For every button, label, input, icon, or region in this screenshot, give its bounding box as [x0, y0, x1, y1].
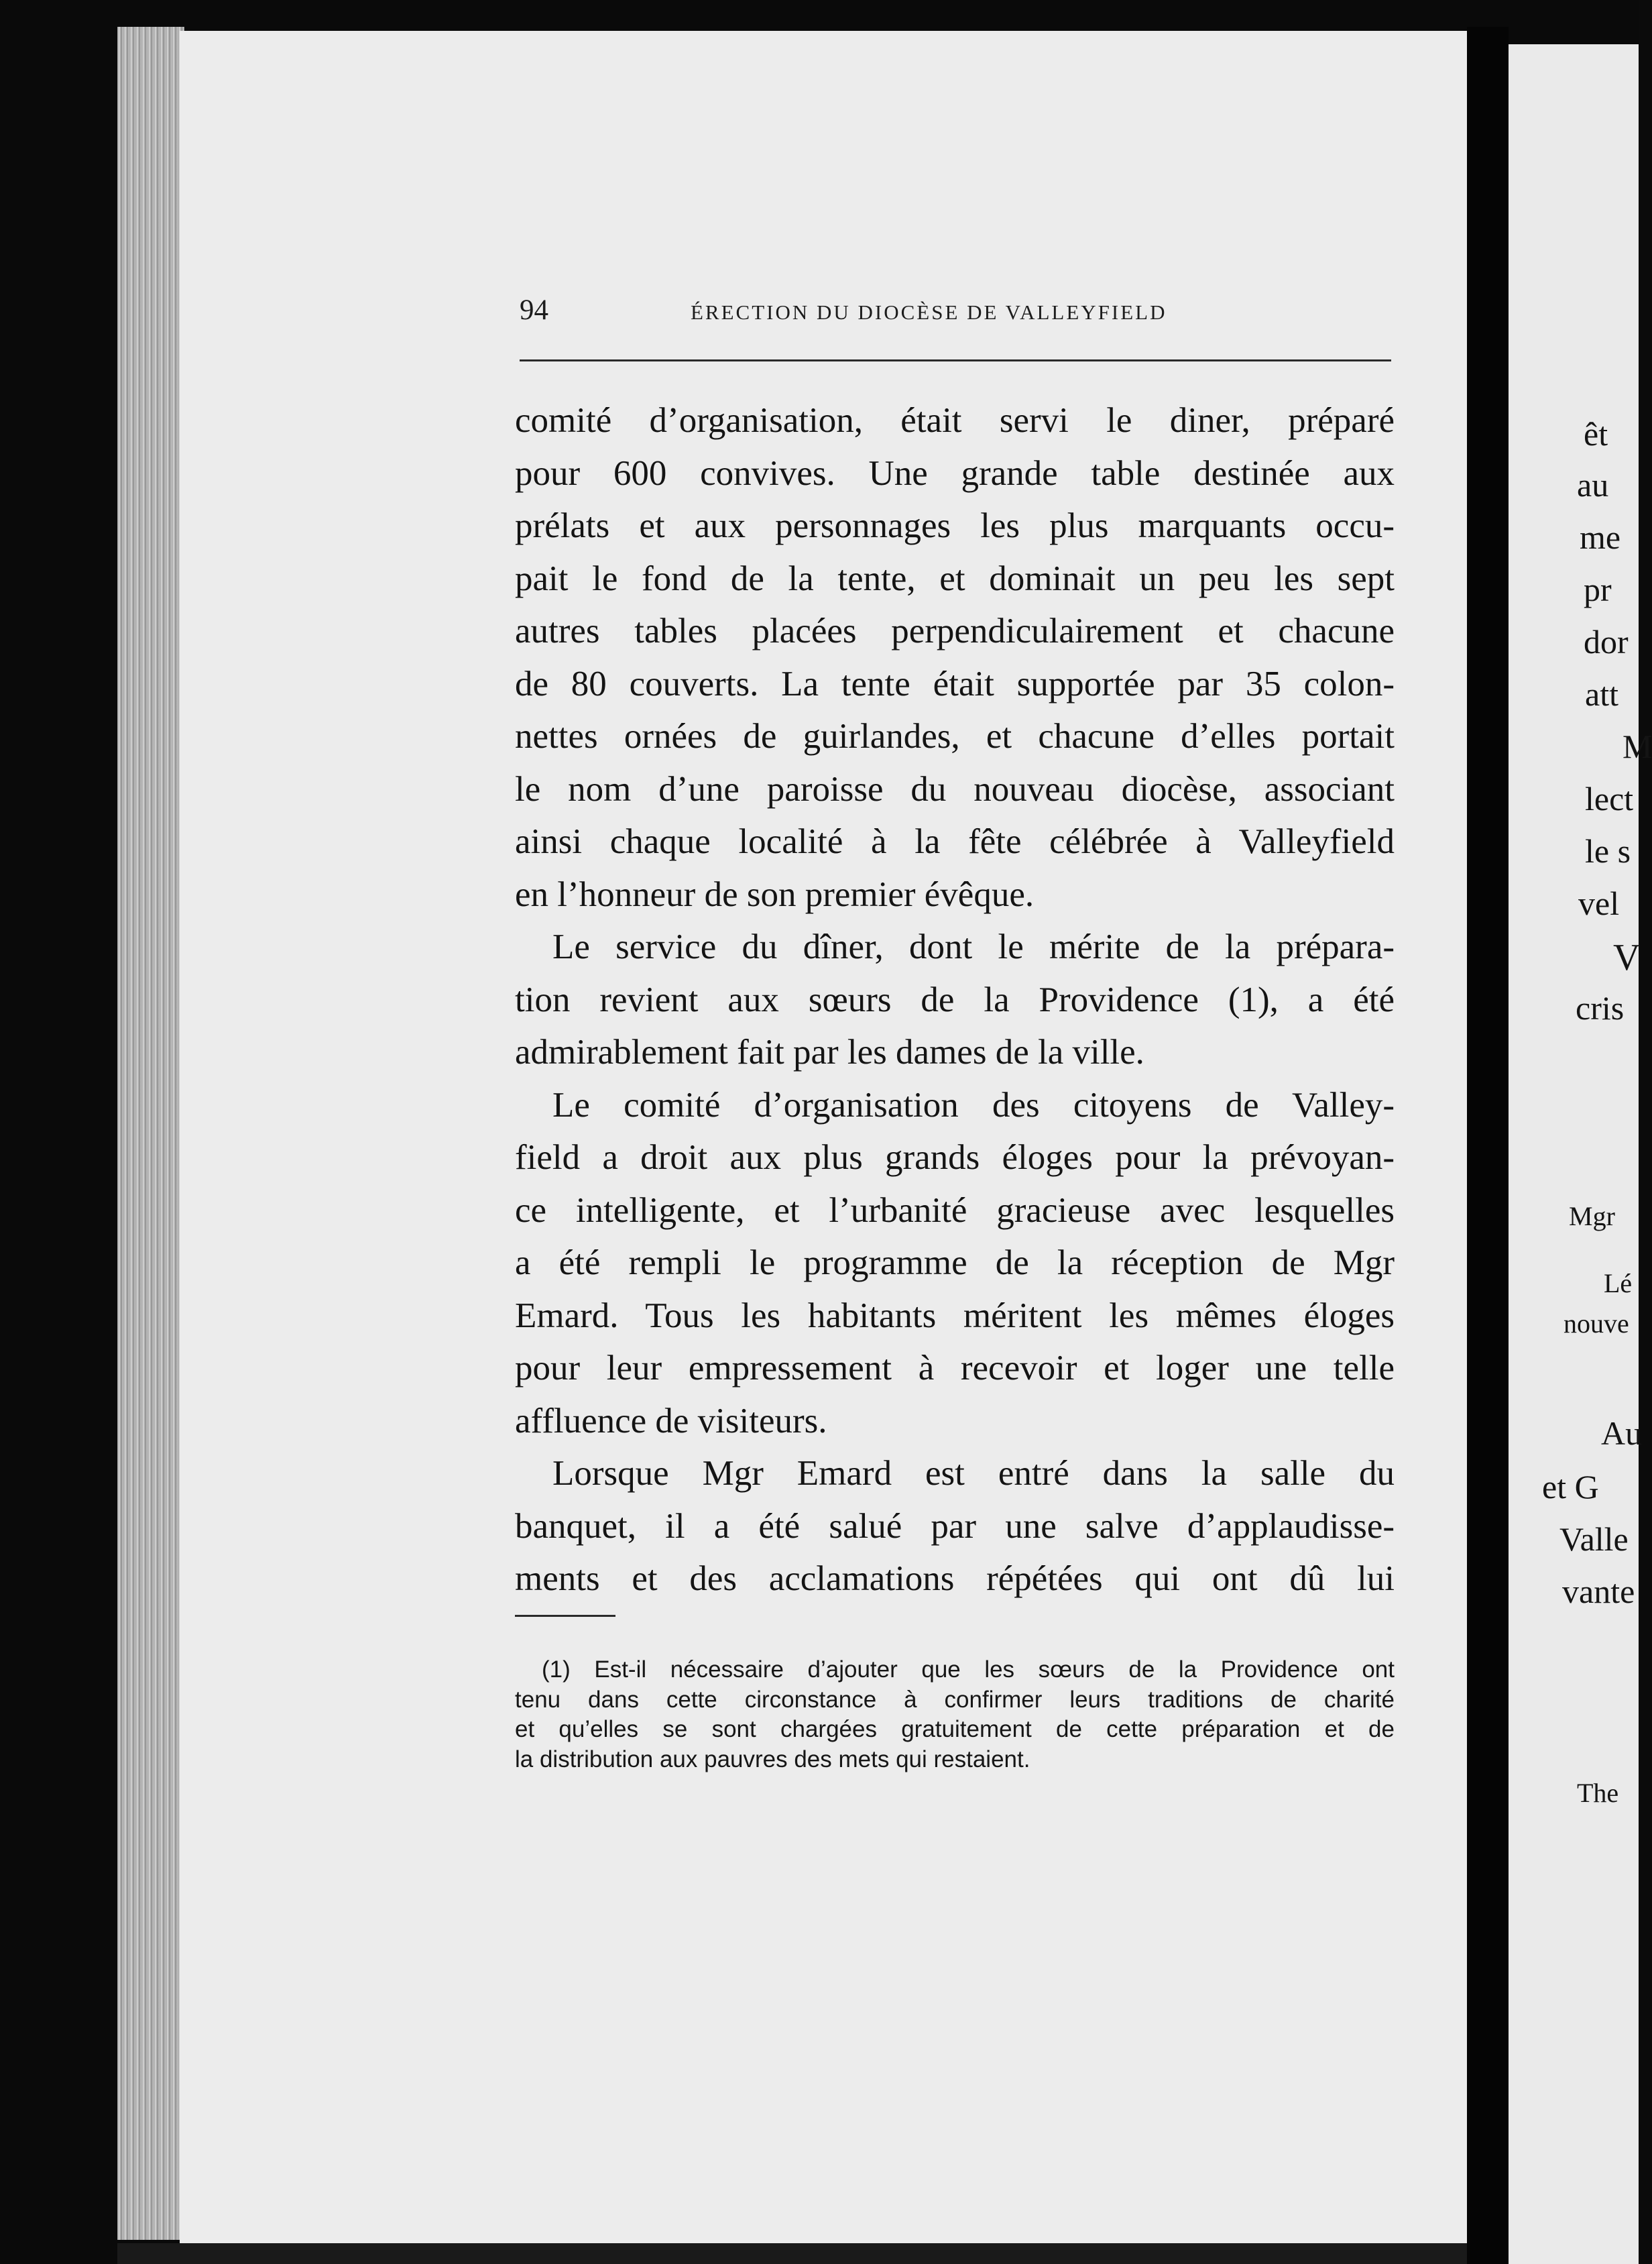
body-line: autres tables placées perpendiculairement et chacune	[515, 612, 1395, 650]
right-page-fragment: le s	[1585, 832, 1631, 870]
right-page-fragment: Au	[1601, 1414, 1643, 1452]
scan-bottom-edge	[117, 2243, 1467, 2264]
right-page-fragment: me	[1580, 518, 1621, 556]
right-page-fragment: vel	[1578, 885, 1620, 922]
body-line: Le comité d’organisation des citoyens de Valley-	[552, 1085, 1395, 1125]
footnote-line: (1) Est-il nécessaire d’ajouter que les sœurs de la Providence ont	[542, 1656, 1395, 1683]
body-line: affluence de visiteurs.	[515, 1401, 827, 1440]
footnote-line: la distribution aux pauvres des mets qui restaient.	[515, 1746, 1030, 1772]
right-page-fragment: lect	[1585, 780, 1634, 817]
right-page-fragment: pr	[1584, 571, 1612, 608]
right-page-fragment: Mgr	[1569, 1201, 1615, 1231]
body-line: Le service du dîner, dont le mérite de la prépara-	[552, 927, 1395, 966]
body-line: le nom d’une paroisse du nouveau diocèse, associant	[515, 769, 1395, 809]
right-page-fragment: au	[1577, 466, 1609, 504]
body-line: nettes ornées de guirlandes, et chacune d’elles portait	[515, 717, 1395, 756]
book-gutter	[1467, 27, 1509, 2264]
right-page	[1509, 44, 1639, 2264]
page-edges	[117, 27, 184, 2240]
body-line: prélats et aux personnages les plus marquants occu-	[515, 506, 1395, 545]
body-line: banquet, il a été salué par une salve d’applaudisse-	[515, 1506, 1395, 1546]
header-rule	[520, 359, 1391, 361]
footnote-rule	[515, 1615, 615, 1617]
body-line: pour leur empressement à recevoir et loger une telle	[515, 1349, 1395, 1388]
right-page-fragment: dor	[1584, 623, 1629, 661]
body-line: en l’honneur de son premier évêque.	[515, 874, 1035, 914]
right-page-fragment: M	[1622, 728, 1652, 765]
body-line: Lorsque Mgr Emard est entré dans la salle du	[552, 1454, 1395, 1493]
body-line: ments et des acclamations répétées qui ont dû lui	[515, 1559, 1395, 1598]
right-page-fragment: et G	[1542, 1468, 1599, 1506]
body-line: pait le fond de la tente, et dominait un peu les sept	[515, 559, 1395, 598]
body-line: de 80 couverts. La tente était supportée par 35 colon-	[515, 664, 1395, 703]
right-page-fragment: vante	[1562, 1573, 1635, 1610]
body-line: field a droit aux plus grands éloges pour la prévoyan-	[515, 1138, 1395, 1177]
body-line: comité d’organisation, était servi le diner, préparé	[515, 401, 1395, 440]
right-page-fragment: êt	[1584, 415, 1608, 453]
body-line: ainsi chaque localité à la fête célébrée à Valleyfield	[515, 822, 1395, 861]
right-page-fragment: Valle	[1559, 1520, 1629, 1558]
body-line: Emard. Tous les habitants méritent les mêmes éloges	[515, 1296, 1395, 1335]
body-text	[515, 394, 1395, 1605]
running-head	[520, 294, 1391, 334]
body-line: admirablement fait par les dames de la ville.	[515, 1033, 1144, 1072]
body-line: ce intelligente, et l’urbanité gracieuse avec lesquelles	[515, 1190, 1395, 1230]
body-line: tion revient aux sœurs de la Providence (1), a été	[515, 980, 1395, 1019]
right-page-fragment: cris	[1576, 989, 1625, 1027]
body-line: pour 600 convives. Une grande table destinée aux	[515, 453, 1395, 493]
footnote-line: tenu dans cette circonstance à confirmer leurs traditions de charité	[515, 1686, 1395, 1713]
body-line: a été rempli le programme de la réception de Mgr	[515, 1243, 1395, 1282]
footnote-line: et qu’elles se sont chargées gratuitement de cette préparation et de	[515, 1716, 1395, 1742]
page-number: 94	[520, 294, 548, 326]
right-page-fragment: V	[1613, 937, 1641, 978]
right-page-fragment: nouve	[1564, 1308, 1629, 1339]
running-head-title: ÉRECTION DU DIOCÈSE DE VALLEYFIELD	[691, 300, 1167, 324]
right-page-fragment: The	[1577, 1778, 1619, 1808]
right-page-fragment: Lé	[1604, 1268, 1633, 1298]
right-page-fragment: att	[1585, 675, 1618, 713]
footnote	[515, 1655, 1395, 1774]
